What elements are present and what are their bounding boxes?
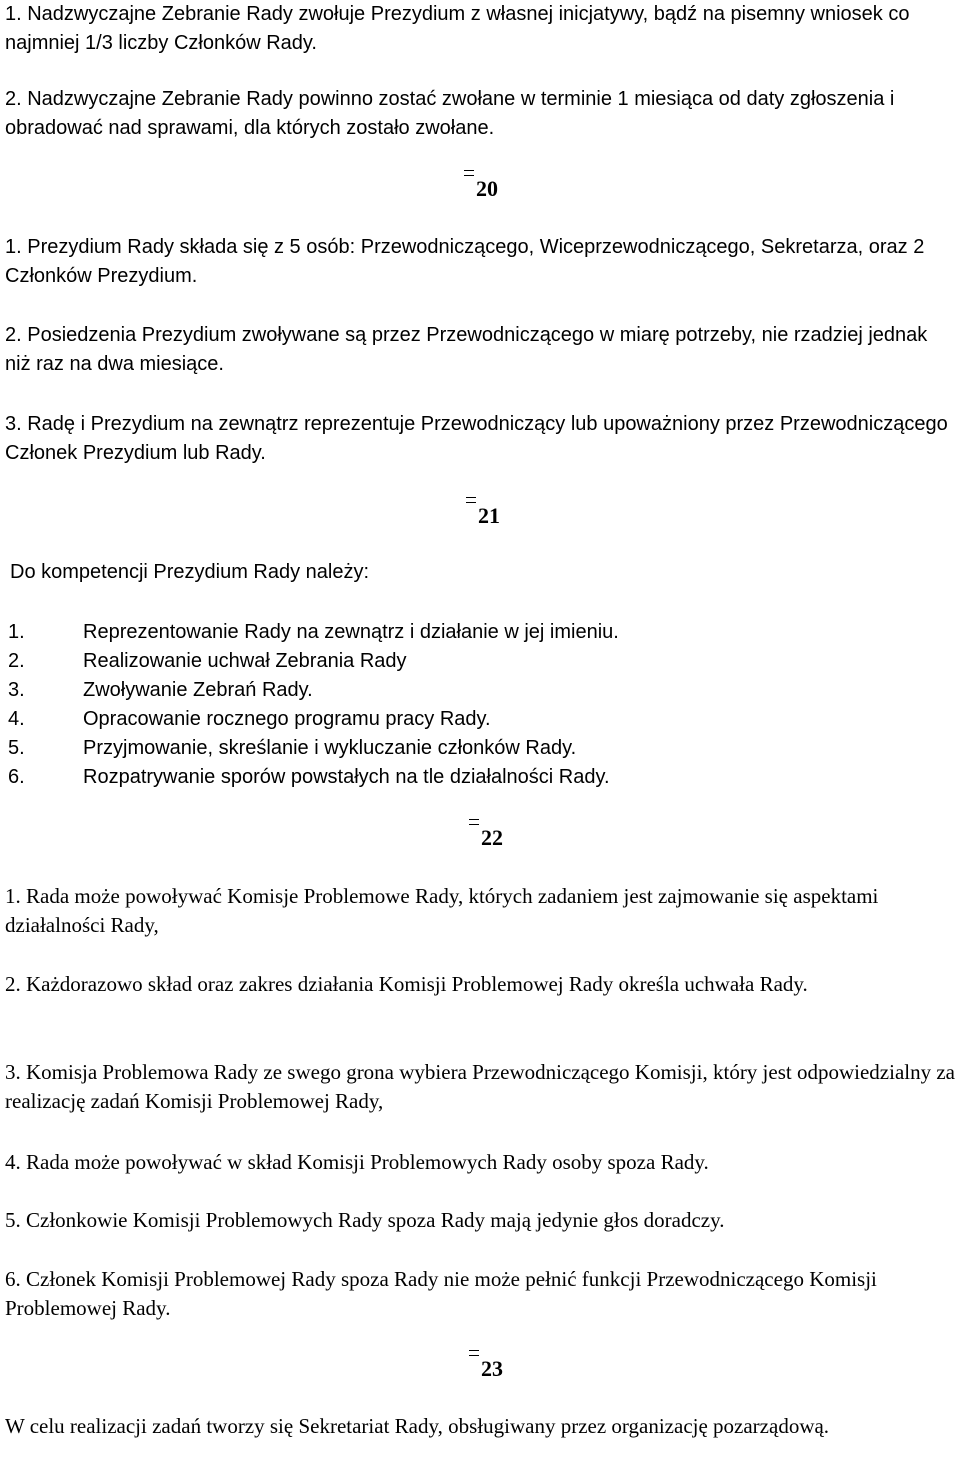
list-intro: Do kompetencji Prezydium Rady należy: bbox=[10, 561, 370, 583]
paragraph-20-3: 3. Radę i Prezydium na zewnątrz reprezentuje Przewodniczący lub upoważniony przez Przewodniczącego Członek Prezydium lub Rady. bbox=[5, 413, 948, 464]
list-item: 3. Zwoływanie Zebrań Rady. bbox=[8, 679, 313, 701]
section-number: 22 bbox=[481, 825, 503, 850]
competencies-list bbox=[5, 618, 905, 792]
list-item: 2. Realizowanie uchwał Zebrania Rady bbox=[8, 650, 407, 672]
section-sign-icon bbox=[469, 1350, 479, 1356]
section-heading-22 bbox=[469, 825, 503, 851]
paragraph-20-2: 2. Posiedzenia Prezydium zwoływane są przez Przewodniczącego w miarę potrzeby, nie rzadziej jednak niż raz na dwa miesiące. bbox=[5, 324, 928, 375]
list-item: 4. Opracowanie rocznego programu pracy Rady. bbox=[8, 708, 491, 730]
paragraph-22-6: 6. Członek Komisji Problemowej Rady spoza Rady nie może pełnić funkcji Przewodniczącego Komisji Problemowej Rady. bbox=[5, 1267, 877, 1320]
section-heading-20 bbox=[464, 176, 498, 202]
paragraph-22-2: 2. Każdorazowo skład oraz zakres działania Komisji Problemowej Rady określa uchwała Rady. bbox=[5, 972, 808, 996]
section-number: 20 bbox=[476, 176, 498, 201]
section-heading-23 bbox=[469, 1356, 503, 1382]
paragraph-22-3: 3. Komisja Problemowa Rady ze swego grona wybiera Przewodniczącego Komisji, który jest odpowiedzialny za realizację zadań Komisji Problemowej Rady, bbox=[5, 1060, 955, 1113]
paragraph-19-2: 2. Nadzwyczajne Zebranie Rady powinno zostać zwołane w terminie 1 miesiąca od daty zgłoszenia i obradować nad sprawami, dla których zostało zwołane. bbox=[5, 88, 895, 139]
section-sign-icon bbox=[464, 170, 474, 176]
paragraph-19-1: 1. Nadzwyczajne Zebranie Rady zwołuje Prezydium z własnej inicjatywy, bądź na pisemny wniosek co najmniej 1/3 liczby Członków Rady. bbox=[5, 3, 910, 54]
list-item: 1. Reprezentowanie Rady na zewnątrz i działanie w jej imieniu. bbox=[8, 621, 619, 643]
section-number: 23 bbox=[481, 1356, 503, 1381]
section-number: 21 bbox=[478, 503, 500, 528]
paragraph-22-1: 1. Rada może powoływać Komisje Problemowe Rady, których zadaniem jest zajmowanie się aspektami działalności Rady, bbox=[5, 884, 879, 937]
paragraph-22-5: 5. Członkowie Komisji Problemowych Rady spoza Rady mają jedynie głos doradczy. bbox=[5, 1208, 725, 1232]
section-sign-icon bbox=[469, 819, 479, 825]
paragraph-23-1: W celu realizacji zadań tworzy się Sekretariat Rady, obsługiwany przez organizację pozarządową. bbox=[5, 1414, 830, 1438]
section-heading-21 bbox=[466, 503, 500, 529]
paragraph-20-1: 1. Prezydium Rady składa się z 5 osób: Przewodniczącego, Wiceprzewodniczącego, Sekretarza, oraz 2 Członków Prezydium. bbox=[5, 236, 925, 287]
list-item: 5. Przyjmowanie, skreślanie i wykluczanie członków Rady. bbox=[8, 737, 577, 759]
list-item: 6. Rozpatrywanie sporów powstałych na tle działalności Rady. bbox=[8, 766, 610, 788]
section-sign-icon bbox=[466, 497, 476, 503]
paragraph-22-4: 4. Rada może powoływać w skład Komisji Problemowych Rady osoby spoza Rady. bbox=[5, 1150, 709, 1174]
